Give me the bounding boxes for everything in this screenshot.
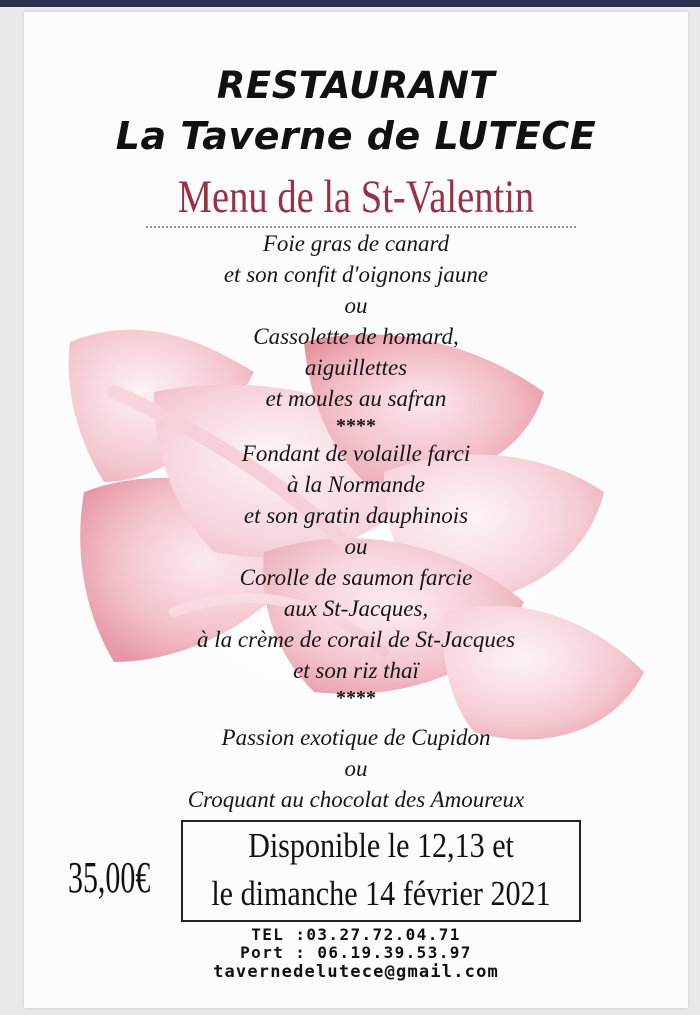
menu-line: et son riz thaï xyxy=(293,658,419,683)
availability-line-1: Disponible le 12,13 et xyxy=(248,826,514,865)
menu-line: et son confit d'oignons jaune xyxy=(223,262,489,287)
menu-title: Menu de la St-Valentin xyxy=(177,171,535,223)
menu-line: et moules au safran xyxy=(265,386,447,411)
menu-line: Passion exotique de Cupidon xyxy=(221,725,491,750)
menu-line: ou xyxy=(344,293,368,318)
spacer xyxy=(24,710,688,722)
availability-line-2: le dimanche 14 février 2021 xyxy=(211,874,551,913)
top-border xyxy=(0,0,700,7)
availability-box xyxy=(181,820,581,922)
email-address: tavernedelutece@gmail.com xyxy=(213,962,499,982)
phone-number: TEL :03.27.72.04.71 xyxy=(251,925,461,944)
menu-line: aux St-Jacques, xyxy=(283,596,429,621)
restaurant-name: La Taverne de LUTECE xyxy=(115,114,597,158)
menu-line: et son gratin dauphinois xyxy=(243,503,469,528)
price: 35,00€ xyxy=(68,853,151,902)
course-separator: **** xyxy=(336,687,376,709)
menu-line: aiguillettes xyxy=(304,355,408,380)
course-separator: **** xyxy=(336,415,376,437)
menu-list xyxy=(24,228,688,815)
menu-line: Fondant de volaille farci xyxy=(241,441,471,466)
menu-line: Foie gras de canard xyxy=(262,231,450,256)
menu-line: ou xyxy=(344,534,368,559)
menu-line: Corolle de saumon farcie xyxy=(239,565,473,590)
menu-line: à la crème de corail de St-Jacques xyxy=(196,627,516,652)
menu-line: Cassolette de homard, xyxy=(253,324,459,349)
menu-line: Croquant au chocolat des Amoureux xyxy=(187,787,525,812)
menu-flyer xyxy=(24,12,688,1008)
menu-line: ou xyxy=(344,756,368,781)
menu-line: à la Normande xyxy=(287,472,425,497)
mobile-number: Port : 06.19.39.53.97 xyxy=(240,943,472,962)
restaurant-heading: RESTAURANT xyxy=(216,64,496,107)
